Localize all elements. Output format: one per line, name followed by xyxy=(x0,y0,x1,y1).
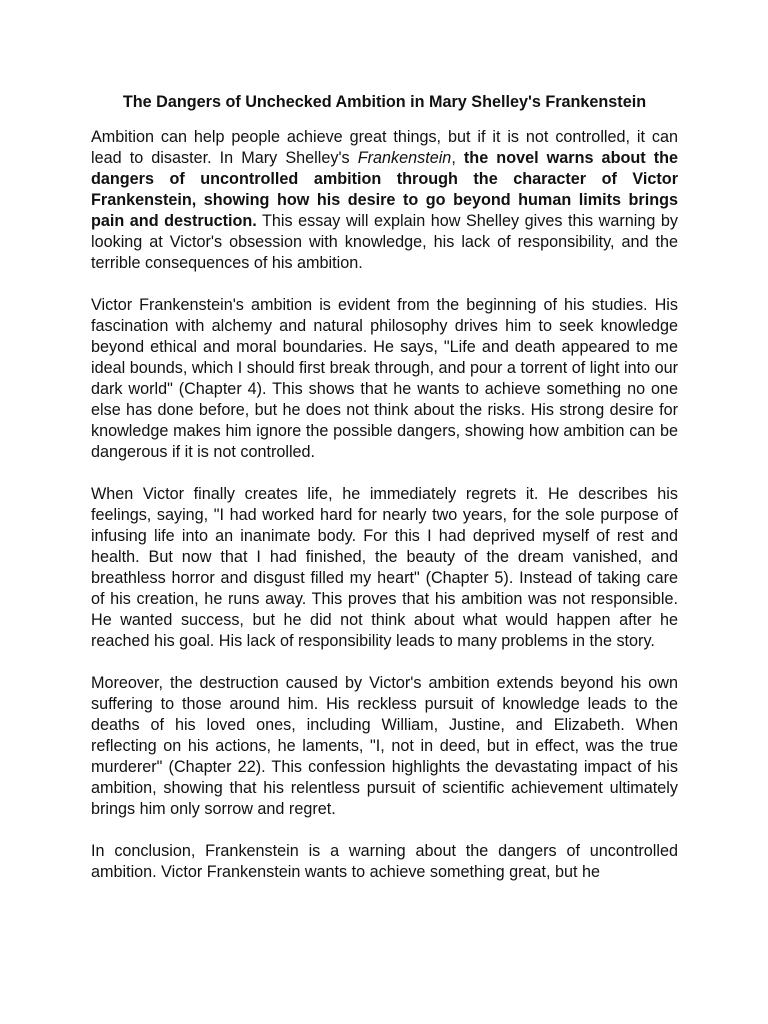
book-title: Frankenstein xyxy=(357,149,452,167)
intro-text-end: This essay will explain how Shelley gives this warning by looking at Victor's obsession with knowledge, his lack of responsibility, and the terrible consequences of his ambition. xyxy=(91,212,678,272)
essay-title: The Dangers of Unchecked Ambition in Mary Shelley's Frankenstein xyxy=(122,93,647,111)
intro-text-start: Ambition can help people achieve great things, but if it is not controlled, it can lead to disaster. In Mary Shelley's xyxy=(91,128,678,167)
intro-separator: , xyxy=(451,149,464,167)
body-paragraph-1: Victor Frankenstein's ambition is evident from the beginning of his studies. His fascination with alchemy and natural philosophy drives him to seek knowledge beyond ethical and moral boundaries. He says, "Life and death appeared to me ideal bounds, which I should first break through, and pour a torrent of light into our dark world" (Chapter 4). This shows that he wants to achieve something no one else has done before, but he does not think about the risks. His strong desire for knowledge makes him ignore the possible dangers, showing how ambition can be dangerous if it is not controlled. xyxy=(91,296,678,461)
body-paragraph-2: When Victor finally creates life, he immediately regrets it. He describes his feelings, saying, "I had worked hard for nearly two years, for the sole purpose of infusing life into an inanimate body. For this I had deprived myself of rest and health. But now that I had finished, the beauty of the dream vanished, and breathless horror and disgust filled my heart" (Chapter 5). Instead of taking care of his creation, he runs away. This proves that his ambition was not responsible. He wanted success, but he did not think about what would happen after he reached his goal. His lack of responsibility leads to many problems in the story. xyxy=(91,485,678,650)
conclusion-paragraph: In conclusion, Frankenstein is a warning about the dangers of uncontrolled ambition. Victor Frankenstein wants to achieve something great, but he xyxy=(91,842,678,881)
thesis-statement: the novel warns about the dangers of uncontrolled ambition through the character of Victor Frankenstein, showing how his desire to go beyond human limits brings pain and destruction. xyxy=(91,149,678,230)
document-content xyxy=(91,92,678,904)
intro-paragraph xyxy=(91,127,678,274)
body-paragraph-3: Moreover, the destruction caused by Victor's ambition extends beyond his own suffering to those around him. His reckless pursuit of knowledge leads to the deaths of his loved ones, including William, Justine, and Elizabeth. When reflecting on his actions, he laments, "I, not in deed, but in effect, was the true murderer" (Chapter 22). This confession highlights the devastating impact of his ambition, showing that his relentless pursuit of scientific achievement ultimately brings him only sorrow and regret. xyxy=(91,674,678,818)
